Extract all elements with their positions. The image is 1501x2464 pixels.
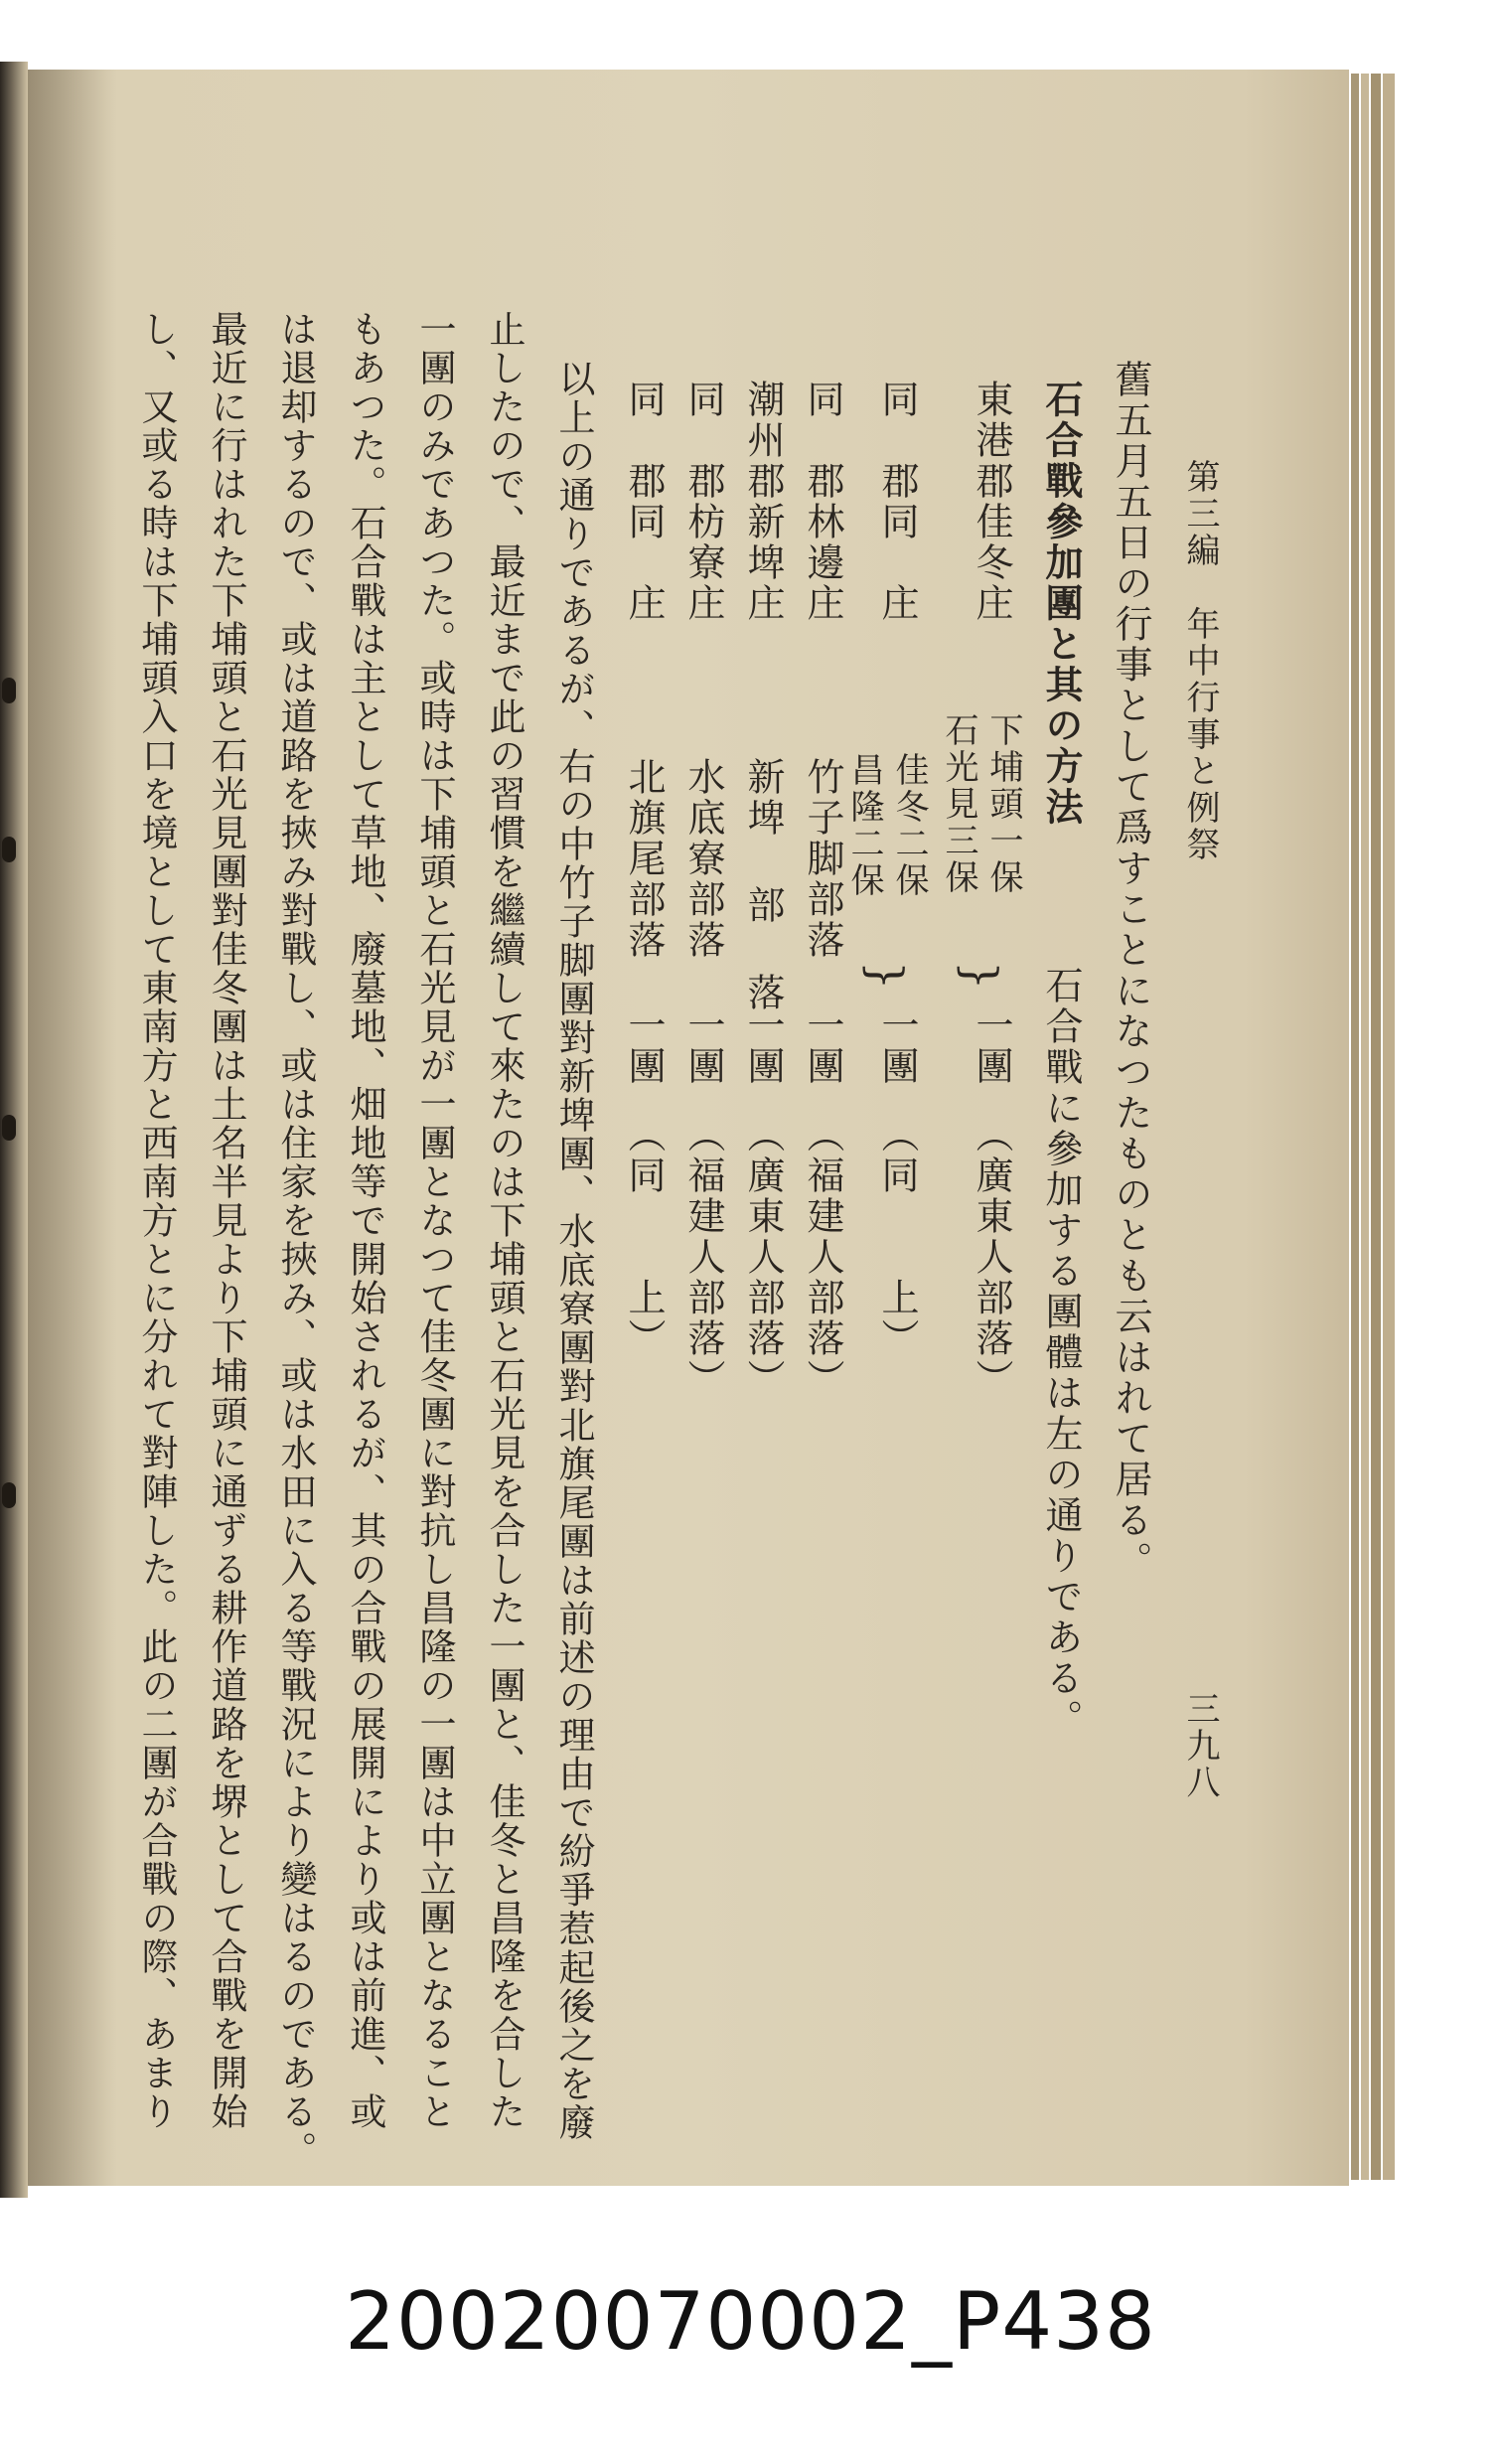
table-count: 一團 (875, 1005, 919, 1087)
table-district: 潮州郡新埤庄 (741, 380, 785, 624)
binding-hole (2, 678, 16, 703)
page-stack-edge (1351, 74, 1359, 2180)
binding-hole (2, 1115, 16, 1141)
page-stack-edge (1383, 74, 1395, 2180)
body-line: し、又或る時は下埔頭入口を境として東南方と西南方とに分れて對陣した。此の二團が合戰の際、あまり (135, 310, 178, 2131)
body-line: は退却するので、或は道路を挾み對戰し、或は住家を挾み、或は水田に入る等戰況により變はるのである。 (274, 310, 317, 2170)
table-note: （廣東人部落） (741, 1115, 785, 1400)
binding-hole (2, 837, 16, 862)
table-village: 竹子脚部落 (801, 757, 844, 961)
body-line: 最近に行はれた下埔頭と石光見團對佳冬團は土名半見より下埔頭に通ずる耕作道路を堺として合戰を開始 (205, 310, 247, 2131)
section-heading: 石合戰參加團と其の方法 (1039, 380, 1084, 828)
page-stack-edge (1361, 74, 1369, 2180)
book-scan (0, 62, 1402, 2198)
table-village: 昌隆二保 (844, 752, 884, 899)
body-line: 一團のみであつた。或時は下埔頭と石光見が一團となつて佳冬團に對抗し昌隆の一團は中立團となること (413, 310, 456, 2131)
table-note: （同 上） (875, 1115, 919, 1359)
brace-mark: } (859, 961, 913, 991)
page-number: 三九八 (1180, 1691, 1220, 1801)
intro-line: 舊五月五日の行事として爲すことになつたものとも云はれて居る。 (1109, 360, 1152, 1582)
gutter-shadow (28, 70, 117, 2186)
table-count: 一團 (681, 1005, 725, 1087)
body-line: もあつた。石合戰は主として草地、廢墓地、畑地等で開始されるが、其の合戰の展開により或は前進、或 (344, 310, 386, 2131)
table-village: 石光見三保 (939, 712, 978, 896)
table-village: 水底寮部落 (681, 757, 725, 961)
table-district: 東港郡佳冬庄 (970, 380, 1013, 624)
brace-mark: } (954, 961, 1007, 991)
chapter-header: 第三編 年中行事と例祭 (1180, 459, 1220, 863)
table-count: 一團 (801, 1005, 844, 1087)
table-district: 同 郡同 庄 (622, 380, 666, 624)
table-count: 一團 (622, 1005, 666, 1087)
section-heading-rest: 石合戰に參加する團體は左の通りである。 (1039, 966, 1083, 1740)
body-line: 以上の通りであるが、右の中竹子脚團對新埤團、水底寮團對北旗尾團は前述の理由で紛爭惹起後之を廢 (552, 360, 595, 2142)
table-district: 同 郡同 庄 (875, 380, 919, 624)
table-count: 一團 (741, 1005, 785, 1087)
table-note: （廣東人部落） (970, 1115, 1013, 1400)
table-note: （同 上） (622, 1115, 666, 1359)
table-village: 佳冬二保 (889, 752, 929, 899)
table-district: 同 郡枋寮庄 (681, 380, 725, 624)
table-village: 北旗尾部落 (622, 757, 666, 961)
page-stack-edge (1371, 74, 1381, 2180)
table-note: （福建人部落） (801, 1115, 844, 1400)
table-village: 下埔頭一保 (983, 712, 1023, 896)
table-note: （福建人部落） (681, 1115, 725, 1400)
body-line: 止したので、最近まで此の習慣を繼續して來たのは下埔頭と石光見を合した一團と、佳冬と昌隆を合した (483, 310, 525, 2131)
table-count: 一團 (970, 1005, 1013, 1087)
table-village: 新埤 部 落 (741, 757, 785, 1013)
image-caption: 20020070002_P438 (345, 2275, 1156, 2368)
table-district: 同 郡林邊庄 (801, 380, 844, 624)
binding-hole (2, 1482, 16, 1508)
